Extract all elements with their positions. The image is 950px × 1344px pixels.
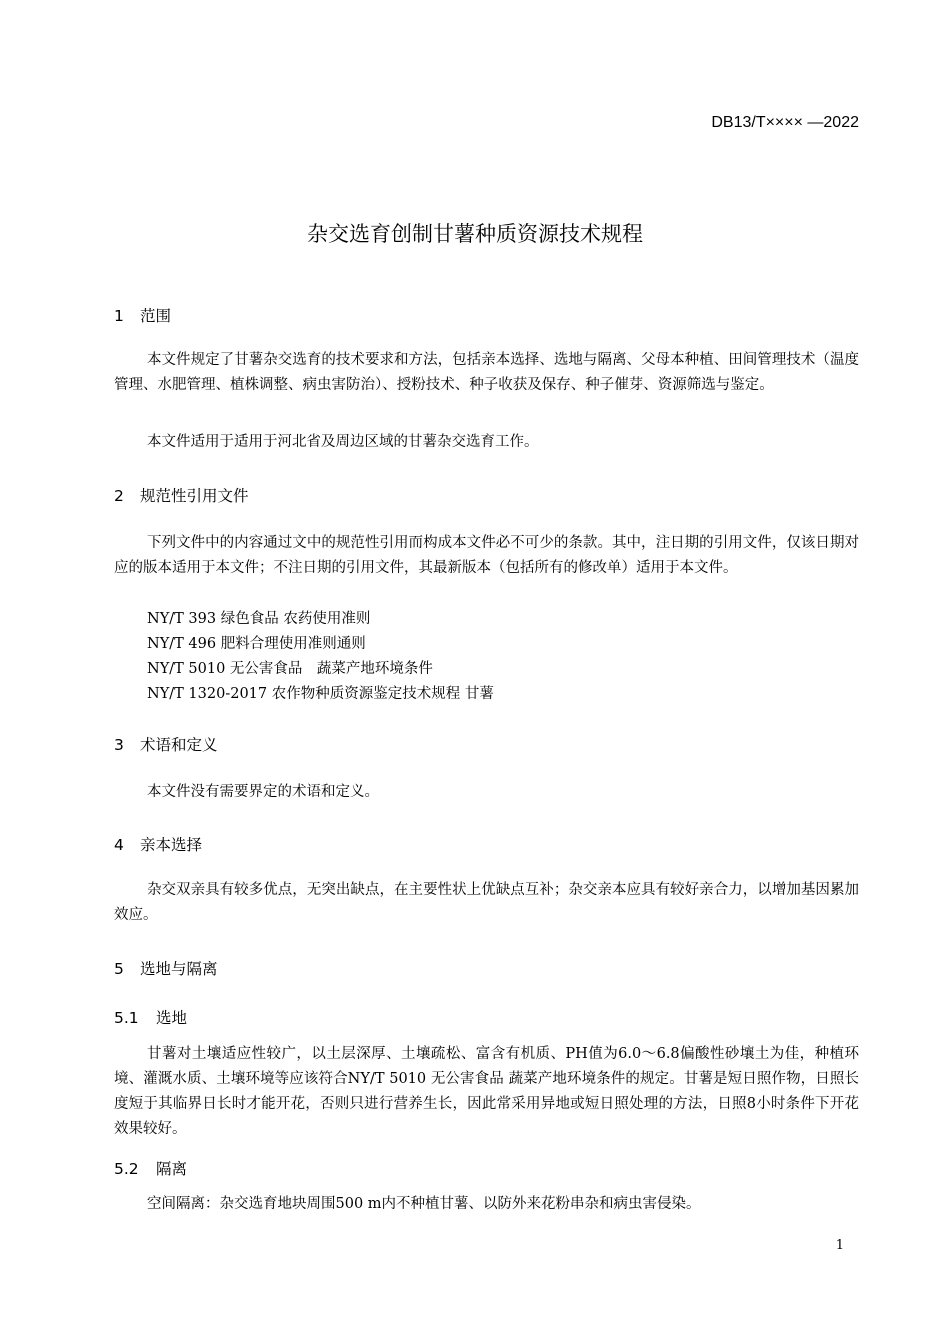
normative-references-paragraph: 下列文件中的内容通过文中的规范性引用而构成本文件必不可少的条款。其中，注日期的引用文件，仅该日期对应的版本适用于本文件；不注日期的引用文件，其最新版本（包括所有的修改单）适用于本文件。: [114, 535, 859, 576]
section-1-heading: [114, 304, 171, 326]
section-number: 3: [114, 736, 124, 754]
section-title: 隔离: [156, 1160, 188, 1178]
section-number: 2: [114, 487, 124, 505]
section-title: 亲本选择: [140, 836, 203, 854]
standard-code: DB13/T×××× —2022: [711, 114, 859, 131]
section-title: 选地与隔离: [140, 960, 218, 978]
isolation-paragraph: 空间隔离：杂交选育地块周围500 m内不种植甘薯、以防外来花粉串杂和病虫害侵染。: [147, 1196, 701, 1212]
section-title: 选地: [156, 1009, 188, 1027]
reference-item: NY/T 393 绿色食品 农药使用准则: [147, 611, 371, 627]
section-5-1-heading: [114, 1006, 187, 1028]
parent-selection-paragraph: 杂交双亲具有较多优点，无突出缺点，在主要性状上优缺点互补；杂交亲本应具有较好亲合力，以增加基因累加效应。: [114, 882, 859, 923]
scope-paragraph-2: 本文件适用于适用于河北省及周边区域的甘薯杂交选育工作。: [147, 434, 539, 450]
section-number: 5: [114, 960, 124, 978]
section-5-2-heading: [114, 1157, 187, 1179]
site-selection-paragraph: 甘薯对土壤适应性较广，以土层深厚、土壤疏松、富含有机质、PH值为6.0～6.8偏酸性砂壤土为佳，种植环境、灌溉水质、土壤环境等应该符合NY/T 5010 无公害食品 蔬菜产地环境条件的规定。甘薯是短日照作物，日照长度短于其临界日长时才能开花，否则只进行营养生长，因此常采用异地或短日照处理的方法，日照8小时条件下开花效果较好。: [114, 1046, 859, 1137]
section-number: 4: [114, 836, 124, 854]
section-title: 术语和定义: [140, 736, 218, 754]
section-4-heading: [114, 833, 202, 855]
section-number: 5.2: [114, 1160, 139, 1178]
section-3-heading: [114, 733, 218, 755]
reference-item: NY/T 496 肥料合理使用准则通则: [147, 636, 366, 652]
scope-paragraph-1: 本文件规定了甘薯杂交选育的技术要求和方法，包括亲本选择、选地与隔离、父母本种植、田间管理技术（温度管理、水肥管理、植株调整、病虫害防治）、授粉技术、种子收获及保存、种子催芽、资源筛选与鉴定。: [114, 352, 859, 393]
section-5-heading: [114, 957, 218, 979]
reference-item: NY/T 5010 无公害食品 蔬菜产地环境条件: [147, 661, 433, 677]
terms-paragraph: 本文件没有需要界定的术语和定义。: [147, 784, 379, 800]
section-title: 范围: [140, 307, 172, 325]
reference-item: NY/T 1320-2017 农作物种质资源鉴定技术规程 甘薯: [147, 686, 494, 702]
section-title: 规范性引用文件: [140, 487, 249, 505]
section-number: 5.1: [114, 1009, 139, 1027]
section-2-heading: [114, 484, 249, 506]
section-number: 1: [114, 307, 124, 325]
document-title: 杂交选育创制甘薯种质资源技术规程: [307, 222, 643, 246]
page-number: 1: [835, 1238, 844, 1253]
